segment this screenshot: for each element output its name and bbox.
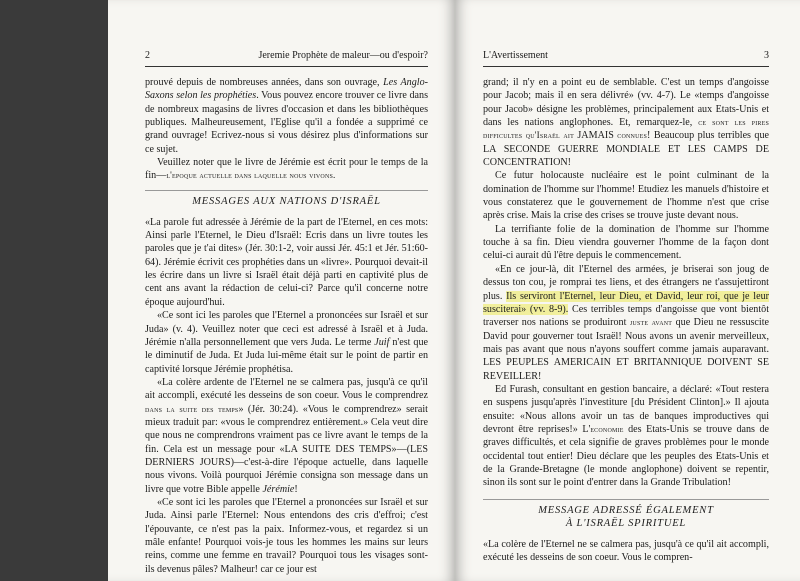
paragraph: «La parole fut adressée à Jérémie de la part de l'Eternel, en ces mots: Ainsi parle l'Eternel, le Dieu d'Israël: Ecris dans un livre toutes les paroles que je t'ai dites» (Jér. 30:1-2, voir aussi Jér. 45:1 et Jér. 51:60-64). Jérémie écrivit ces prophéties dans un «livre». Pourquoi devait-il les écrire dans un livre si Israël était déjà parti en captivité plus de cent ans avant la rédaction de celui-ci? Parce qu'il concerne notre époque aujourd'hui.: [145, 216, 428, 308]
left-running-head-title: Jeremie Prophète de maleur—ou d'espoir?: [258, 50, 428, 61]
left-header-rule: [145, 66, 428, 67]
right-header-rule: [483, 66, 769, 67]
highlighted-text: Ils serviront l'Eternel, leur Dieu, et David, leur roi, que je leur susciterai» (vv. 8-9).: [483, 290, 769, 315]
right-page: [455, 0, 800, 581]
section-heading-line: MESSAGE ADRESSÉ ÉGALEMENT: [538, 504, 714, 516]
section-heading-line: À L'ISRAËL SPIRITUEL: [565, 517, 687, 529]
right-running-header: [483, 50, 769, 61]
paragraph: «La colère ardente de l'Eternel ne se calmera pas, jusqu'à ce qu'il ait accompli, exécuté les desseins de son coeur. Vous le comprendrez dans la suite des temps» (Jér. 30:24). «Vous le comprendrez» serait mieux traduit par: «vous le comprendrez entièrement.» Cela veut dire que nous ne comprendrons vraiment pas ce livre avant le temps de la fin. Cela est un message pour «LA SUITE DES TEMPS»—(LES DERNIERS JOURS)—c'est-à-dire l'époque actuelle, dans laquelle nous vivons. Voilà pourquoi Jérémie consigna son message dans un livre que votre Bible appelle Jérémie!: [145, 376, 428, 495]
right-page-body: [483, 76, 769, 564]
paragraph: Ce futur holocauste nucléaire est le point culminant de la domination de l'homme sur l'homme! Etudiez les manuels d'histoire et vous constaterez que le gouvernement de l'homme n'est que crise après crise. Mais la crise des crises se trouve juste devant nous.: [483, 170, 769, 222]
right-page-number: 3: [764, 50, 769, 61]
paragraph: La terrifiante folie de la domination de l'homme sur l'homme touche à sa fin. Dieu viendra gouverner l'homme de la façon dont celui-ci aurait dû l'être depuis le commencement.: [483, 223, 769, 262]
paragraph: «Ce sont ici les paroles que l'Eternel a prononcées sur Israël et sur Juda. Ainsi parle l'Eternel: Nous entendons des cris d'effroi; c'est l'épouvante, ce n'est pas la paix. Informez-vous, et regardez si un mâle enfante! Pourquoi vois-je tous les hommes les mains sur leurs reins, comme une femme en travail? Pourquoi tous les visages sont-ils devenus pâles? Malheur! car ce jour est: [145, 496, 428, 575]
paragraph: Veuillez noter que le livre de Jérémie est écrit pour le temps de la fin—l'epoque actuelle dans laquelle nous vivons.: [145, 157, 428, 182]
paragraph: «En ce jour-là, dit l'Eternel des armées, je briserai son joug de dessus ton cou, je romprai tes liens, et des étrangers ne t'assujettiront plus. Ils serviront l'Eternel, leur Dieu, et David, leur roi, que je leur susciterai» (vv. 8-9). Ces terribles temps d'angoisse que vont bientôt traverser nos nations se produiront juste avant que Dieu ne ressuscite David pour gouverner tout Israël! Nous avons un avenir merveilleux, mais pas avant que nous n'ayons souffert comme jamais auparavant. LES PEUPLES AMERICAIN ET BRITANNIQUE DOIVENT SE REVEILLER!: [483, 263, 769, 382]
section-heading: MESSAGES AUX NATIONS D'ISRAËL: [145, 190, 428, 208]
left-page-number: 2: [145, 50, 150, 61]
left-page-body: [145, 76, 428, 576]
paragraph: «La colère de l'Eternel ne se calmera pas, jusqu'à ce qu'il ait accompli, exécuté les desseins de son coeur. Vous le compren-: [483, 538, 769, 563]
paragraph: «Ce sont ici les paroles que l'Eternel a prononcées sur Israël et sur Juda» (v. 4). Veuillez noter que ceci est adressé à Israël et à Juda. Jérémie n'alla personnellement que vers Juda. Le terme Juif n'est que le diminutif de Juda. Et Juda lui-même était sur le point de partir en captivité lorsque Jérémie prophétisa.: [145, 310, 428, 375]
paragraph: grand; il n'y en a point eu de semblable. C'est un temps d'angoisse pour Jacob; mais il en sera délivré» (vv. 4-7). Le «temps d'angoisse pour Jacob» désigne les problèmes, principalement aux Etats-Unis et dans les nations anglophones. Et, remarquez-le, ce sont les pires difficultes qu'Israël ait JAMAIS connues! Beaucoup plus terribles que LA SECONDE GUERRE MONDIALE ET LES CAMPS DE CONCENTRATION!: [483, 77, 770, 169]
paragraph: Ed Furash, consultant en gestion bancaire, a déclaré: «Tout restera en suspens jusqu'après l'investiture [du Président Clinton].» Il ajouta ensuite: «Nous allons avoir un tas de banques improductives qui devront être reprises!» L'economie des Etats-Unis se trouve dans de graves difficultés, et cela signifie de graves problèmes pour le monde occidental tout entier! Dieu déclare que les peuples des Etats-Unis et de la Grande-Bretagne (le monde anglophone) doivent se repentir, sinon ils sont sur le point d'entrer dans la Grande Tribulation!: [483, 383, 769, 489]
paragraph: prouvé depuis de nombreuses années, dans son ouvrage, Les Anglo-Saxons selon les prophéties. Vous pouvez encore trouver ce livre dans de nombreux magasins de livres d'occasion et dans les bibliothèques publiques. Malheureusement, l'Eglise qu'il a fondée a supprimé ce grand ouvrage! Ecrivez-nous si vous désirez plus d'informations sur ce sujet.: [145, 77, 428, 155]
left-page: [108, 0, 455, 581]
right-running-head-title: L'Avertissement: [483, 50, 548, 61]
section-heading: [483, 499, 769, 530]
left-running-header: [145, 50, 428, 61]
